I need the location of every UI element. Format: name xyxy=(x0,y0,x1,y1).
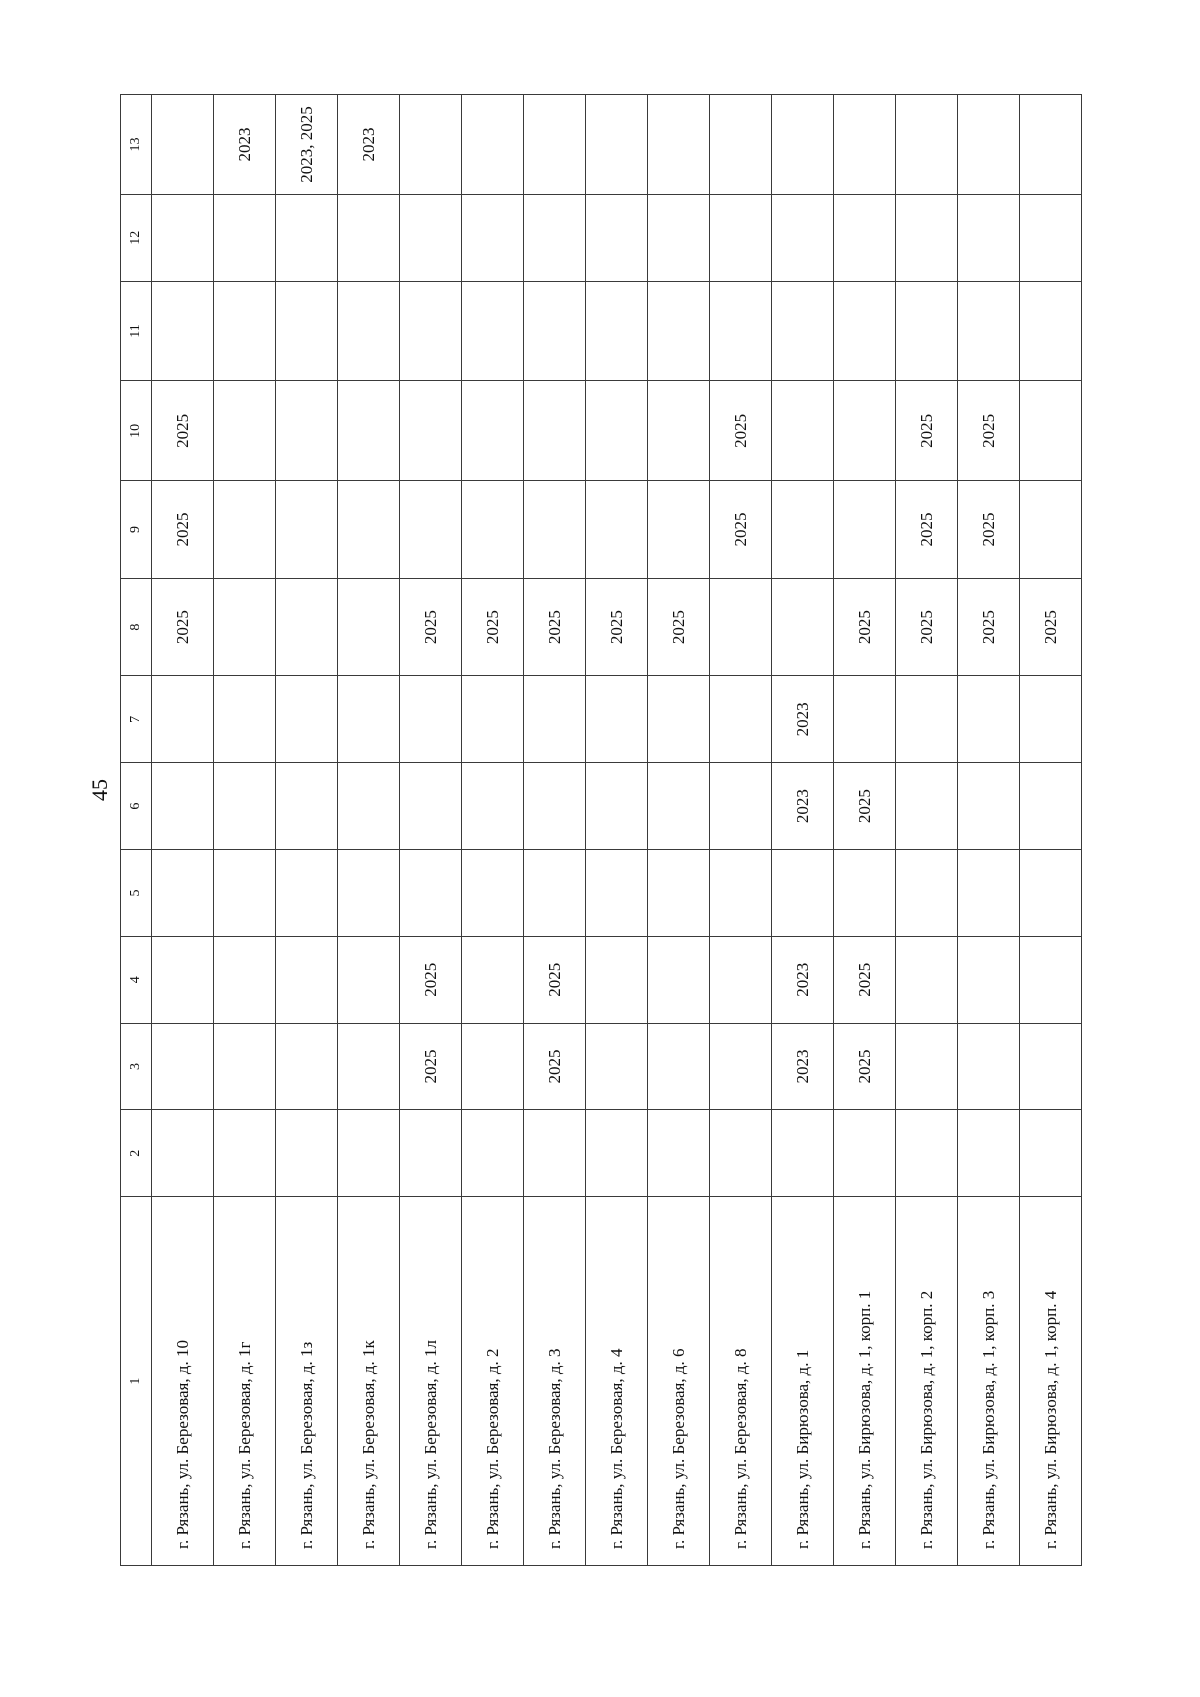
address-cell: г. Рязань, ул. Березовая, д. 6 xyxy=(648,1197,710,1566)
year-cell: 2025 xyxy=(400,1023,462,1110)
year-cell xyxy=(772,281,834,381)
year-cell xyxy=(214,481,276,579)
table-row xyxy=(896,95,958,1566)
year-cell xyxy=(648,381,710,481)
year-cell xyxy=(958,1110,1020,1197)
year-cell xyxy=(586,481,648,579)
year-cell xyxy=(462,481,524,579)
year-cell xyxy=(462,676,524,763)
year-cell xyxy=(462,763,524,850)
year-cell xyxy=(462,95,524,195)
year-cell xyxy=(214,381,276,481)
year-cell xyxy=(524,281,586,381)
address-cell: г. Рязань, ул. Березовая, д. 3 xyxy=(524,1197,586,1566)
year-cell xyxy=(338,1110,400,1197)
year-cell: 2025 xyxy=(834,578,896,676)
year-cell xyxy=(648,194,710,281)
year-cell xyxy=(648,281,710,381)
year-cell xyxy=(276,1023,338,1110)
year-cell xyxy=(338,578,400,676)
year-cell: 2025 xyxy=(896,481,958,579)
table-frame xyxy=(120,94,1072,1566)
year-cell: 2025 xyxy=(524,578,586,676)
column-header: 13 xyxy=(121,95,152,195)
table-row xyxy=(772,95,834,1566)
year-cell xyxy=(958,850,1020,937)
year-cell xyxy=(648,1023,710,1110)
year-cell xyxy=(338,850,400,937)
year-cell xyxy=(214,281,276,381)
address-cell: г. Рязань, ул. Березовая, д. 1к xyxy=(338,1197,400,1566)
year-cell xyxy=(462,194,524,281)
year-cell xyxy=(152,1110,214,1197)
year-cell xyxy=(1020,936,1082,1023)
year-cell xyxy=(772,578,834,676)
year-cell xyxy=(214,763,276,850)
year-cell xyxy=(1020,481,1082,579)
year-cell xyxy=(958,1023,1020,1110)
year-cell xyxy=(710,763,772,850)
year-cell xyxy=(1020,194,1082,281)
table-row xyxy=(214,95,276,1566)
address-cell: г. Рязань, ул. Березовая, д. 2 xyxy=(462,1197,524,1566)
table-row xyxy=(462,95,524,1566)
year-cell xyxy=(214,1110,276,1197)
year-cell xyxy=(524,95,586,195)
year-cell: 2023, 2025 xyxy=(276,95,338,195)
year-cell xyxy=(524,381,586,481)
year-cell xyxy=(1020,281,1082,381)
year-cell xyxy=(214,850,276,937)
year-cell: 2023 xyxy=(772,676,834,763)
year-cell xyxy=(710,936,772,1023)
year-cell xyxy=(1020,850,1082,937)
year-cell xyxy=(586,381,648,481)
year-cell xyxy=(1020,1023,1082,1110)
year-cell xyxy=(586,676,648,763)
table-row xyxy=(400,95,462,1566)
year-cell xyxy=(834,850,896,937)
column-header: 9 xyxy=(121,481,152,579)
table-row xyxy=(152,95,214,1566)
year-cell xyxy=(896,95,958,195)
table-row xyxy=(524,95,586,1566)
year-cell xyxy=(648,763,710,850)
year-cell xyxy=(400,1110,462,1197)
year-cell: 2025 xyxy=(896,381,958,481)
column-header: 5 xyxy=(121,850,152,937)
year-cell xyxy=(958,194,1020,281)
address-cell: г. Рязань, ул. Березовая, д. 4 xyxy=(586,1197,648,1566)
year-cell: 2025 xyxy=(152,481,214,579)
year-cell: 2023 xyxy=(338,95,400,195)
year-cell xyxy=(400,676,462,763)
year-cell xyxy=(214,1023,276,1110)
year-cell xyxy=(276,578,338,676)
year-cell: 2025 xyxy=(524,1023,586,1110)
year-cell xyxy=(772,194,834,281)
year-cell: 2023 xyxy=(214,95,276,195)
year-cell xyxy=(896,1023,958,1110)
year-cell: 2025 xyxy=(1020,578,1082,676)
year-cell xyxy=(710,1110,772,1197)
year-cell xyxy=(462,281,524,381)
table-row xyxy=(276,95,338,1566)
year-cell xyxy=(958,281,1020,381)
table-row xyxy=(958,95,1020,1566)
year-cell xyxy=(1020,763,1082,850)
year-cell xyxy=(276,1110,338,1197)
table-row xyxy=(834,95,896,1566)
year-cell: 2025 xyxy=(648,578,710,676)
year-cell xyxy=(338,481,400,579)
year-cell xyxy=(834,95,896,195)
year-cell xyxy=(586,763,648,850)
year-cell xyxy=(338,381,400,481)
year-cell xyxy=(276,850,338,937)
year-cell xyxy=(834,1110,896,1197)
year-cell xyxy=(152,936,214,1023)
year-cell xyxy=(276,676,338,763)
year-cell: 2025 xyxy=(958,481,1020,579)
table-row xyxy=(338,95,400,1566)
year-cell: 2025 xyxy=(958,578,1020,676)
year-cell xyxy=(400,850,462,937)
address-cell: г. Рязань, ул. Бирюзова, д. 1, корп. 2 xyxy=(896,1197,958,1566)
column-header: 7 xyxy=(121,676,152,763)
year-cell: 2025 xyxy=(896,578,958,676)
year-cell xyxy=(772,95,834,195)
year-cell xyxy=(338,1023,400,1110)
address-cell: г. Рязань, ул. Бирюзова, д. 1, корп. 1 xyxy=(834,1197,896,1566)
year-cell xyxy=(896,676,958,763)
year-cell xyxy=(1020,676,1082,763)
table-row xyxy=(648,95,710,1566)
year-cell xyxy=(276,194,338,281)
year-cell xyxy=(586,1023,648,1110)
column-header: 4 xyxy=(121,936,152,1023)
year-cell xyxy=(400,95,462,195)
schedule-table xyxy=(120,94,1082,1566)
year-cell xyxy=(152,194,214,281)
address-cell: г. Рязань, ул. Березовая, д. 1л xyxy=(400,1197,462,1566)
column-header: 6 xyxy=(121,763,152,850)
year-cell xyxy=(338,763,400,850)
year-cell xyxy=(648,481,710,579)
year-cell xyxy=(586,1110,648,1197)
year-cell xyxy=(214,936,276,1023)
year-cell xyxy=(276,281,338,381)
year-cell xyxy=(772,850,834,937)
rotated-table-container xyxy=(120,94,1072,1566)
column-header: 11 xyxy=(121,281,152,381)
year-cell xyxy=(958,95,1020,195)
year-cell: 2025 xyxy=(400,936,462,1023)
year-cell xyxy=(834,381,896,481)
year-cell xyxy=(896,1110,958,1197)
year-cell xyxy=(834,481,896,579)
year-cell xyxy=(648,1110,710,1197)
table-row xyxy=(1020,95,1082,1566)
year-cell xyxy=(338,194,400,281)
year-cell xyxy=(152,95,214,195)
year-cell xyxy=(648,850,710,937)
year-cell xyxy=(462,850,524,937)
column-header: 12 xyxy=(121,194,152,281)
year-cell xyxy=(214,676,276,763)
year-cell xyxy=(524,1110,586,1197)
year-cell: 2023 xyxy=(772,1023,834,1110)
year-cell: 2025 xyxy=(958,381,1020,481)
year-cell xyxy=(1020,95,1082,195)
column-header: 1 xyxy=(121,1197,152,1566)
year-cell xyxy=(400,481,462,579)
year-cell: 2025 xyxy=(710,381,772,481)
year-cell xyxy=(834,281,896,381)
year-cell: 2025 xyxy=(586,578,648,676)
year-cell xyxy=(896,936,958,1023)
year-cell xyxy=(524,763,586,850)
address-cell: г. Рязань, ул. Березовая, д. 1з xyxy=(276,1197,338,1566)
year-cell: 2025 xyxy=(834,936,896,1023)
year-cell xyxy=(648,95,710,195)
address-cell: г. Рязань, ул. Бирюзова, д. 1 xyxy=(772,1197,834,1566)
address-cell: г. Рязань, ул. Березовая, д. 10 xyxy=(152,1197,214,1566)
year-cell: 2025 xyxy=(462,578,524,676)
year-cell xyxy=(338,676,400,763)
year-cell xyxy=(896,850,958,937)
column-header: 2 xyxy=(121,1110,152,1197)
year-cell xyxy=(400,763,462,850)
year-cell xyxy=(524,194,586,281)
year-cell xyxy=(524,481,586,579)
year-cell xyxy=(276,763,338,850)
year-cell xyxy=(710,95,772,195)
year-cell xyxy=(586,936,648,1023)
year-cell xyxy=(710,194,772,281)
address-cell: г. Рязань, ул. Березовая, д. 1г xyxy=(214,1197,276,1566)
header-row xyxy=(121,95,152,1566)
year-cell xyxy=(710,578,772,676)
year-cell xyxy=(586,194,648,281)
year-cell xyxy=(710,850,772,937)
table-row xyxy=(586,95,648,1566)
year-cell xyxy=(772,481,834,579)
year-cell xyxy=(152,281,214,381)
year-cell xyxy=(276,381,338,481)
address-cell: г. Рязань, ул. Бирюзова, д. 1, корп. 3 xyxy=(958,1197,1020,1566)
year-cell: 2025 xyxy=(152,381,214,481)
year-cell xyxy=(524,850,586,937)
page-number: 45 xyxy=(87,779,112,801)
address-cell: г. Рязань, ул. Березовая, д. 8 xyxy=(710,1197,772,1566)
year-cell xyxy=(648,676,710,763)
year-cell: 2025 xyxy=(400,578,462,676)
year-cell xyxy=(338,936,400,1023)
year-cell xyxy=(586,281,648,381)
year-cell xyxy=(400,281,462,381)
year-cell xyxy=(400,381,462,481)
year-cell: 2025 xyxy=(710,481,772,579)
year-cell: 2025 xyxy=(524,936,586,1023)
year-cell xyxy=(896,281,958,381)
year-cell xyxy=(152,1023,214,1110)
year-cell xyxy=(524,676,586,763)
column-header: 8 xyxy=(121,578,152,676)
year-cell xyxy=(276,936,338,1023)
year-cell xyxy=(648,936,710,1023)
year-cell xyxy=(1020,381,1082,481)
year-cell xyxy=(772,1110,834,1197)
year-cell xyxy=(710,676,772,763)
year-cell xyxy=(958,936,1020,1023)
year-cell xyxy=(958,763,1020,850)
year-cell xyxy=(214,578,276,676)
year-cell xyxy=(896,763,958,850)
year-cell: 2025 xyxy=(834,763,896,850)
year-cell xyxy=(834,194,896,281)
address-cell: г. Рязань, ул. Бирюзова, д. 1, корп. 4 xyxy=(1020,1197,1082,1566)
year-cell xyxy=(400,194,462,281)
year-cell xyxy=(1020,1110,1082,1197)
year-cell xyxy=(462,381,524,481)
year-cell xyxy=(710,1023,772,1110)
year-cell xyxy=(462,1110,524,1197)
year-cell xyxy=(152,676,214,763)
year-cell: 2023 xyxy=(772,763,834,850)
column-header: 10 xyxy=(121,381,152,481)
year-cell xyxy=(772,381,834,481)
table-row xyxy=(710,95,772,1566)
year-cell xyxy=(462,1023,524,1110)
year-cell xyxy=(834,676,896,763)
year-cell xyxy=(462,936,524,1023)
year-cell xyxy=(710,281,772,381)
year-cell xyxy=(586,850,648,937)
year-cell: 2025 xyxy=(834,1023,896,1110)
year-cell xyxy=(338,281,400,381)
year-cell xyxy=(214,194,276,281)
year-cell xyxy=(896,194,958,281)
column-header: 3 xyxy=(121,1023,152,1110)
year-cell: 2023 xyxy=(772,936,834,1023)
year-cell xyxy=(586,95,648,195)
year-cell xyxy=(152,850,214,937)
year-cell: 2025 xyxy=(152,578,214,676)
year-cell xyxy=(958,676,1020,763)
year-cell xyxy=(152,763,214,850)
year-cell xyxy=(276,481,338,579)
